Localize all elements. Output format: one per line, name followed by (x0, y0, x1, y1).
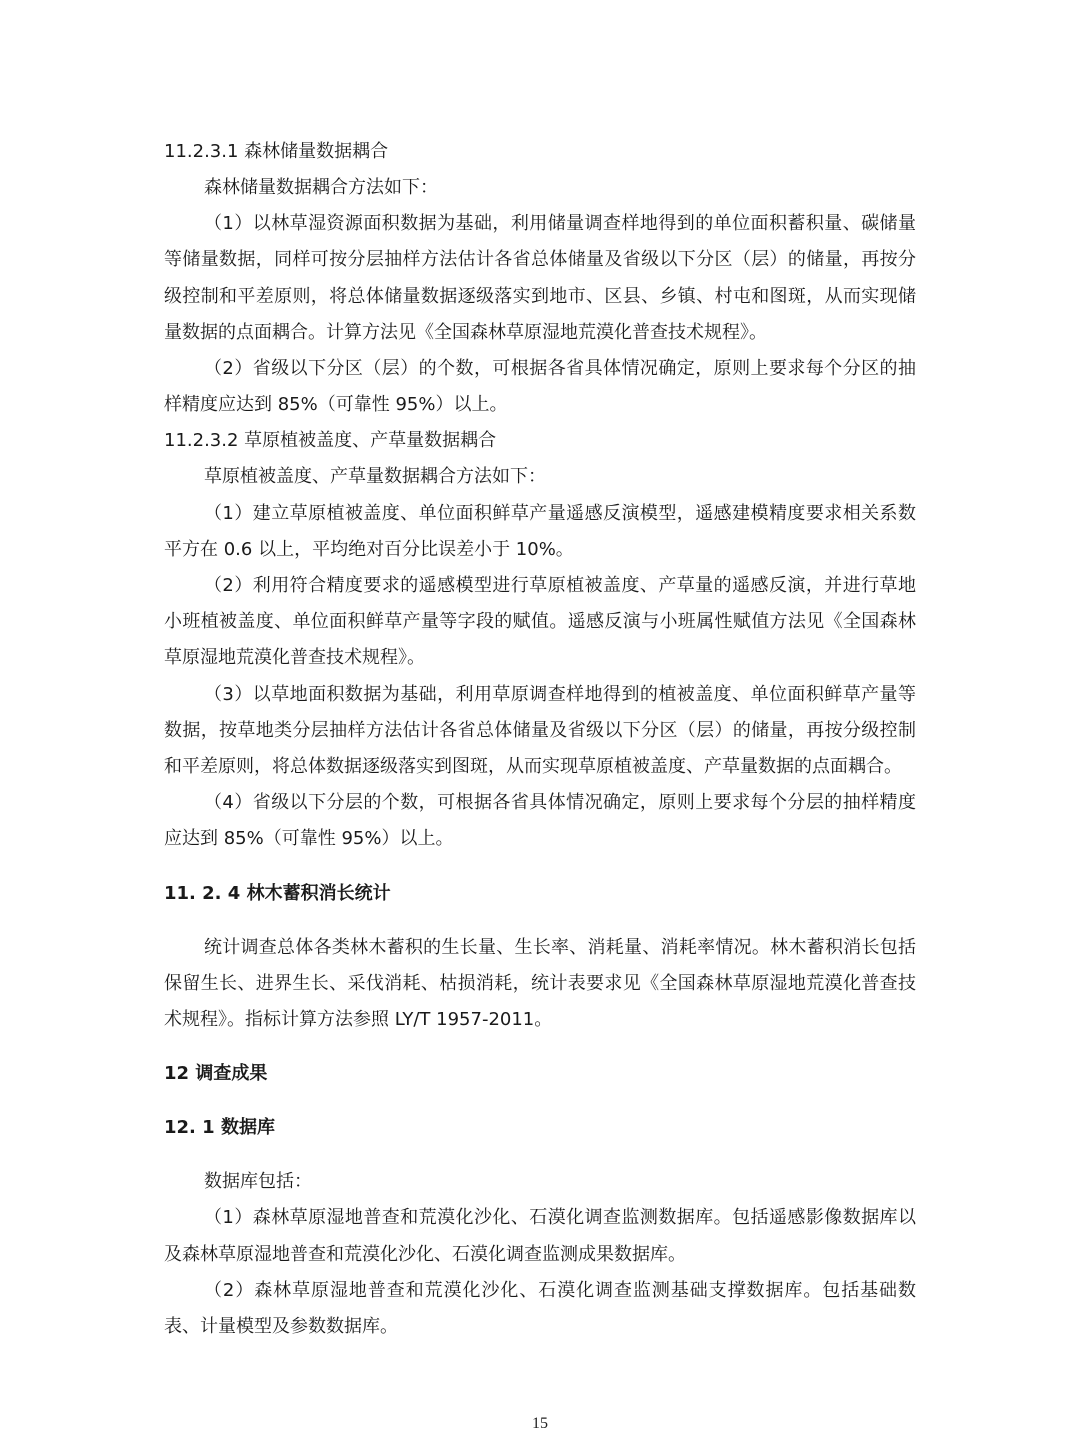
paragraph-11-2-3-2-item-2: （2）利用符合精度要求的遥感模型进行草原植被盖度、产草量的遥感反演，并进行草地小班植被盖度、单位面积鲜草产量等字段的赋值。遥感反演与小班属性赋值方法见《全国森林草原湿地荒漠化普查技术规程》。 (164, 575, 916, 669)
section-heading-12-1: 12. 1 数据库 (164, 1117, 275, 1139)
paragraph-intro-11-2-3-2: 草原植被盖度、产草量数据耦合方法如下： (204, 466, 546, 488)
page-number: 15 (532, 1415, 548, 1432)
paragraph-12-1-item-1: （1）森林草原湿地普查和荒漠化沙化、石漠化调查监测数据库。包括遥感影像数据库以及森林草原湿地普查和荒漠化沙化、石漠化调查监测成果数据库。 (164, 1207, 916, 1265)
paragraph-11-2-4: 统计调查总体各类林木蓄积的生长量、生长率、消耗量、消耗率情况。林木蓄积消长包括保留生长、进界生长、采伐消耗、枯损消耗，统计表要求见《全国森林草原湿地荒漠化普查技术规程》。指标计算方法参照 LY/T 1957-2011。 (164, 936, 916, 1031)
section-heading-11-2-4: 11. 2. 4 林木蓄积消长统计 (164, 882, 391, 904)
paragraph-11-2-3-1-item-2: （2）省级以下分区（层）的个数，可根据各省具体情况确定，原则上要求每个分区的抽样精度应达到 85%（可靠性 95%）以上。 (164, 358, 916, 416)
paragraph-11-2-3-2-item-3: （3）以草地面积数据为基础，利用草原调查样地得到的植被盖度、单位面积鲜草产量等数据，按草地类分层抽样方法估计各省总体储量及省级以下分区（层）的储量，再按分级控制和平差原则，将总体数据逐级落实到图斑，从而实现草原植被盖度、产草量数据的点面耦合。 (164, 683, 916, 778)
section-heading-11-2-3-1: 11.2.3.1 森林储量数据耦合 (164, 141, 389, 162)
section-heading-12: 12 调查成果 (164, 1063, 268, 1085)
paragraph-intro-11-2-3-1: 森林储量数据耦合方法如下： (204, 177, 438, 198)
paragraph-11-2-3-2-item-1: （1）建立草原植被盖度、单位面积鲜草产量遥感反演模型，遥感建模精度要求相关系数平方在 0.6 以上，平均绝对百分比误差小于 10%。 (164, 502, 916, 560)
page-content (164, 134, 916, 1345)
paragraph-12-1-item-2: （2）森林草原湿地普查和荒漠化沙化、石漠化调查监测基础支撑数据库。包括基础数表、计量模型及参数数据库。 (164, 1279, 916, 1338)
paragraph-intro-12-1: 数据库包括： (204, 1171, 312, 1193)
section-heading-11-2-3-2: 11.2.3.2 草原植被盖度、产草量数据耦合 (164, 430, 497, 452)
paragraph-11-2-3-2-item-4: （4）省级以下分层的个数，可根据各省具体情况确定，原则上要求每个分层的抽样精度应达到 85%（可靠性 95%）以上。 (164, 792, 916, 850)
paragraph-11-2-3-1-item-1: （1）以林草湿资源面积数据为基础，利用储量调查样地得到的单位面积蓄积量、碳储量等储量数据，同样可按分层抽样方法估计各省总体储量及省级以下分区（层）的储量，再按分级控制和平差原则，将总体储量数据逐级落实到地市、区县、乡镇、村屯和图斑，从而实现储量数据的点面耦合。计算方法见《全国森林草原湿地荒漠化普查技术规程》。 (164, 213, 916, 343)
